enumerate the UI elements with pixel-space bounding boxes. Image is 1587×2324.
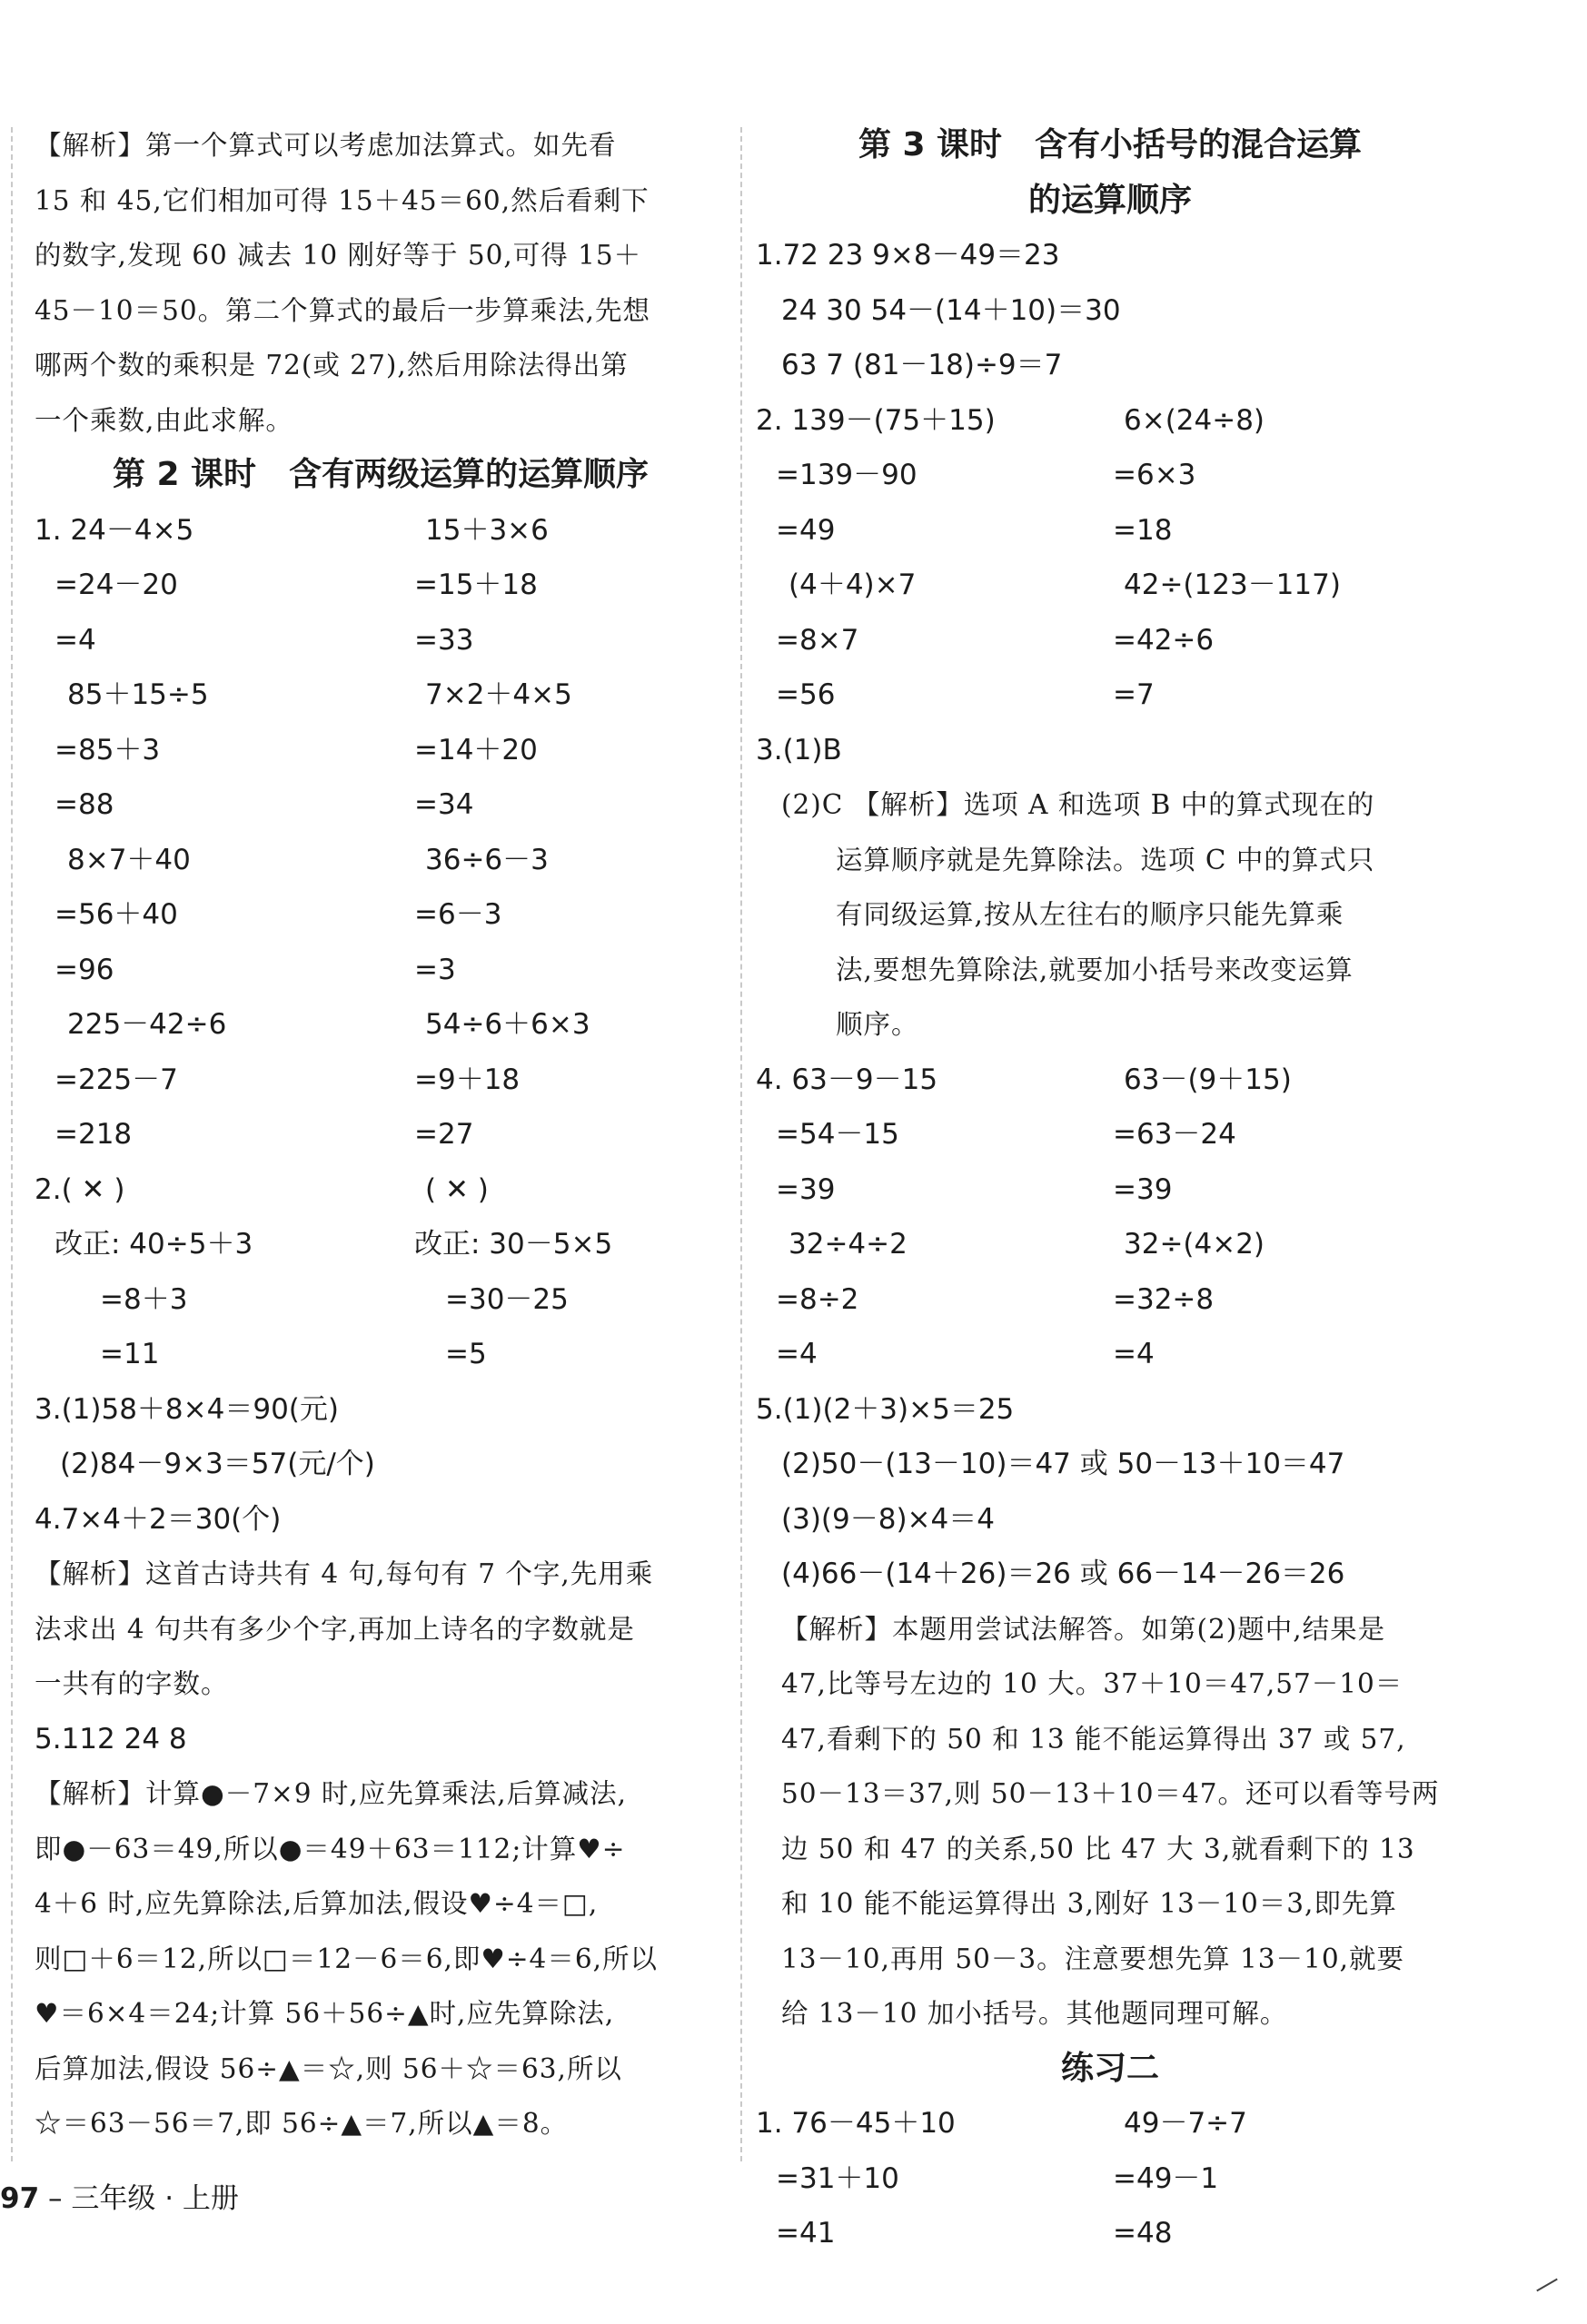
- text-line: [756, 997, 1464, 1053]
- text-line: [756, 1382, 1464, 1438]
- equation-left: 2. 139－(75＋15): [756, 403, 996, 437]
- equation-right: =14＋20: [414, 733, 538, 766]
- equation-left: 1. 76－45＋10: [756, 2107, 956, 2140]
- equation-left: =96: [55, 953, 114, 986]
- line-text: (4)66－(14＋26)＝26 或 66－14－26＝26: [781, 1558, 1345, 1590]
- text-line: [35, 118, 727, 173]
- page-footer: [0, 2175, 239, 2216]
- text-line: [35, 1876, 727, 1932]
- text-line: [756, 393, 1464, 449]
- line-text: 的运算顺序: [1027, 181, 1192, 219]
- line-text: 13－10,再用 50－3。注意要想先算 13－10,就要: [781, 1943, 1404, 1974]
- equation-right: =33: [414, 623, 474, 657]
- text-line: [756, 503, 1464, 559]
- text-line: [35, 613, 727, 668]
- line-text: 法求出 4 句共有多少个字,再加上诗名的字数就是: [35, 1613, 635, 1645]
- line-text: 5.(1)(2＋3)×5＝25: [756, 1392, 1015, 1426]
- equation-right: =27: [414, 1118, 474, 1151]
- text-line: [35, 283, 727, 339]
- equation-left: (4＋4)×7: [789, 569, 917, 601]
- line-text: 有同级运算,按从左往右的顺序只能先算乘: [836, 899, 1344, 930]
- equation-right: 6×(24÷8): [1124, 403, 1265, 437]
- text-line: [35, 1547, 727, 1602]
- text-line: [756, 1162, 1464, 1218]
- text-line: [35, 1986, 727, 2042]
- text-line: [35, 558, 727, 613]
- equation-left: =4: [776, 1338, 818, 1370]
- text-line: [756, 1766, 1464, 1822]
- line-text: 运算顺序就是先算除法。选项 C 中的算式只: [836, 844, 1375, 875]
- left-column: [35, 118, 727, 2151]
- equation-right: 49－7÷7: [1124, 2107, 1247, 2140]
- text-line: [35, 228, 727, 283]
- equation-left: 85＋15÷5: [67, 678, 209, 711]
- equation-right: =6×3: [1113, 459, 1196, 491]
- text-line: [35, 1327, 727, 1382]
- line-text: 一个乘数,由此求解。: [35, 404, 293, 436]
- line-text: 后算加法,假设 56÷▲＝☆,则 56＋☆＝63,所以: [35, 2052, 622, 2084]
- equation-right: =32÷8: [1113, 1282, 1215, 1316]
- equation-right: =5: [445, 1338, 487, 1370]
- text-line: [35, 1162, 727, 1218]
- text-line: [35, 777, 727, 833]
- line-text: 第 3 课时 含有小括号的混合运算: [858, 126, 1363, 163]
- text-line: [756, 777, 1464, 833]
- text-line: [35, 1656, 727, 1712]
- equation-right: 42÷(123－117): [1124, 569, 1341, 601]
- text-line: [756, 833, 1464, 888]
- text-line: [35, 1217, 727, 1272]
- text-line: [35, 668, 727, 723]
- equation-right: 63－(9＋15): [1124, 1063, 1292, 1096]
- text-line: [35, 1382, 727, 1438]
- text-line: [35, 997, 727, 1053]
- section-heading: [756, 2042, 1464, 2097]
- text-line: [35, 1712, 727, 1767]
- text-line: [756, 338, 1464, 393]
- text-line: [756, 2151, 1464, 2207]
- text-line: [756, 2206, 1464, 2261]
- line-text: 15 和 45,它们相加可得 15＋45＝60,然后看剩下: [35, 184, 650, 216]
- section-heading: [35, 448, 727, 503]
- line-text: 【解析】这首古诗共有 4 句,每句有 7 个字,先用乘: [35, 1558, 654, 1589]
- equation-left: =54－15: [776, 1118, 899, 1151]
- text-line: [35, 393, 727, 449]
- text-line: [756, 228, 1464, 283]
- text-line: [756, 1712, 1464, 1767]
- equation-left: =49: [776, 513, 836, 547]
- line-text: 47,看剩下的 50 和 13 能不能运算得出 37 或 57,: [781, 1723, 1406, 1755]
- equation-left: =139－90: [776, 459, 917, 491]
- line-text: ♥＝6×4＝24;计算 56＋56÷▲时,应先算除法,: [35, 1998, 615, 2029]
- text-line: [35, 2042, 727, 2097]
- line-text: 4＋6 时,应先算除法,后算加法,假设♥÷4＝□,: [35, 1888, 599, 1919]
- equation-right: =63－24: [1113, 1118, 1236, 1151]
- line-text: (2)C 【解析】选项 A 和选项 B 中的算式现在的: [781, 789, 1375, 820]
- equation-left: =8＋3: [100, 1282, 188, 1316]
- text-line: [756, 2096, 1464, 2151]
- text-line: [756, 1602, 1464, 1657]
- line-text: 4.7×4＋2＝30(个): [35, 1502, 282, 1536]
- text-line: [756, 1327, 1464, 1382]
- line-text: 45－10＝50。第二个算式的最后一步算乘法,先想: [35, 294, 650, 326]
- line-text: 边 50 和 47 的关系,50 比 47 大 3,就看剩下的 13: [781, 1833, 1415, 1864]
- equation-right: =34: [414, 788, 474, 821]
- text-line: [756, 1986, 1464, 2042]
- line-text: (2)84－9×3＝57(元/个): [60, 1448, 375, 1480]
- text-line: [756, 887, 1464, 943]
- equation-left: 4. 63－9－15: [756, 1063, 938, 1096]
- equation-left: =39: [776, 1172, 836, 1206]
- text-line: [35, 1437, 727, 1492]
- equation-left: =88: [55, 788, 114, 821]
- text-line: [35, 833, 727, 888]
- line-text: 法,要想先算除法,就要加小括号来改变运算: [836, 954, 1354, 985]
- line-text: 一共有的字数。: [35, 1668, 229, 1699]
- text-line: [756, 1053, 1464, 1108]
- text-line: [756, 1876, 1464, 1932]
- equation-left: 改正: 40÷5＋3: [55, 1228, 253, 1261]
- line-text: 则□＋6＝12,所以□＝12－6＝6,即♥÷4＝6,所以: [35, 1943, 658, 1974]
- line-text: 练习二: [1060, 2049, 1159, 2087]
- equation-left: 225－42÷6: [67, 1008, 227, 1041]
- line-text: 50－13＝37,则 50－13＋10＝47。还可以看等号两: [781, 1778, 1440, 1809]
- equation-left: =41: [776, 2217, 836, 2250]
- text-line: [35, 338, 727, 393]
- equation-right: 36÷6－3: [425, 843, 549, 876]
- line-text: 即●－63＝49,所以●＝49＋63＝112;计算♥÷: [35, 1833, 626, 1864]
- equation-right: 改正: 30－5×5: [414, 1228, 613, 1261]
- text-line: [756, 1437, 1464, 1492]
- equation-left: 2.( ✕ ): [35, 1172, 125, 1206]
- line-text: 47,比等号左边的 10 大。37＋10＝47,57－10＝: [781, 1668, 1404, 1699]
- equation-left: =8÷2: [776, 1282, 859, 1316]
- equation-right: =3: [414, 953, 456, 986]
- column-divider: [740, 127, 742, 2161]
- equation-right: =48: [1113, 2217, 1173, 2250]
- text-line: [35, 1766, 727, 1822]
- equation-left: 32÷4÷2: [789, 1228, 908, 1261]
- text-line: [756, 1492, 1464, 1548]
- text-line: [35, 1107, 727, 1162]
- equation-left: =56＋40: [55, 898, 178, 931]
- corner-mark: [1536, 2279, 1558, 2292]
- text-line: [756, 448, 1464, 503]
- equation-left: =11: [100, 1338, 160, 1370]
- line-text: 【解析】第一个算式可以考虑加法算式。如先看: [35, 130, 617, 161]
- text-line: [35, 943, 727, 998]
- text-line: [35, 173, 727, 229]
- line-text: 1.72 23 9×8－49＝23: [756, 239, 1060, 272]
- text-line: [35, 1822, 727, 1877]
- text-line: [756, 1822, 1464, 1877]
- text-line: [35, 723, 727, 778]
- line-text: (2)50－(13－10)＝47 或 50－13＋10＝47: [781, 1448, 1345, 1480]
- section-heading: [756, 118, 1464, 173]
- line-text: 3.(1)58＋8×4＝90(元): [35, 1392, 339, 1426]
- text-line: [35, 1272, 727, 1328]
- line-text: 第 2 课时 含有两级运算的运算顺序: [112, 456, 650, 493]
- right-column: [756, 118, 1464, 2261]
- text-line: [756, 723, 1464, 778]
- equation-right: =42÷6: [1113, 623, 1215, 657]
- text-line: [756, 1217, 1464, 1272]
- equation-left: 8×7＋40: [67, 843, 191, 876]
- equation-left: =218: [55, 1118, 133, 1151]
- line-text: 和 10 能不能运算得出 3,刚好 13－10＝3,即先算: [781, 1888, 1397, 1919]
- equation-left: =31＋10: [776, 2161, 899, 2195]
- equation-right: =39: [1113, 1172, 1173, 1206]
- line-text: 顺序。: [836, 1009, 919, 1040]
- line-text: 的数字,发现 60 减去 10 刚好等于 50,可得 15＋: [35, 240, 642, 271]
- text-line: [756, 1932, 1464, 1987]
- section-heading: [756, 173, 1464, 229]
- book-grade: 三年级 · 上册: [71, 2182, 239, 2215]
- text-line: [35, 1932, 727, 1987]
- equation-left: 1. 24－4×5: [35, 513, 194, 547]
- line-text: 【解析】本题用尝试法解答。如第(2)题中,结果是: [781, 1613, 1386, 1645]
- text-line: [756, 558, 1464, 613]
- text-line: [756, 668, 1464, 723]
- equation-left: =4: [55, 623, 96, 657]
- equation-left: =8×7: [776, 623, 859, 657]
- page-number: 97: [0, 2182, 40, 2215]
- left-margin-rule: [11, 127, 13, 2161]
- text-line: [756, 943, 1464, 998]
- equation-right: =6－3: [414, 898, 502, 931]
- line-text: 24 30 54－(14＋10)＝30: [781, 293, 1121, 327]
- equation-right: =30－25: [445, 1282, 569, 1316]
- line-text: 63 7 (81－18)÷9＝7: [781, 349, 1063, 381]
- equation-right: =15＋18: [414, 569, 538, 601]
- line-text: 3.(1)B: [756, 733, 842, 766]
- text-line: [756, 1656, 1464, 1712]
- equation-right: 54÷6＋6×3: [425, 1008, 590, 1041]
- text-line: [756, 613, 1464, 668]
- equation-right: =7: [1113, 678, 1155, 711]
- text-line: [35, 503, 727, 559]
- equation-right: 32÷(4×2): [1124, 1228, 1265, 1261]
- text-line: [35, 1492, 727, 1548]
- equation-right: =18: [1113, 513, 1173, 547]
- equation-left: =85＋3: [55, 733, 161, 766]
- line-text: 5.112 24 8: [35, 1722, 187, 1755]
- text-line: [35, 887, 727, 943]
- text-line: [756, 1272, 1464, 1328]
- equation-right: =4: [1113, 1338, 1155, 1370]
- equation-left: =24－20: [55, 569, 178, 601]
- equation-right: ( ✕ ): [425, 1172, 489, 1206]
- text-line: [35, 1602, 727, 1657]
- equation-right: =49－1: [1113, 2161, 1219, 2195]
- line-text: (3)(9－8)×4＝4: [781, 1502, 995, 1536]
- line-text: 哪两个数的乘积是 72(或 27),然后用除法得出第: [35, 350, 629, 381]
- equation-left: =225－7: [55, 1063, 178, 1096]
- footer-separator: –: [48, 2182, 63, 2215]
- equation-left: =56: [776, 678, 836, 711]
- text-line: [756, 1547, 1464, 1602]
- equation-right: 7×2＋4×5: [425, 678, 572, 711]
- line-text: 【解析】计算●－7×9 时,应先算乘法,后算减法,: [35, 1778, 628, 1809]
- text-line: [35, 1053, 727, 1108]
- line-text: ☆＝63－56＝7,即 56÷▲＝7,所以▲＝8。: [35, 2108, 569, 2139]
- line-text: 给 13－10 加小括号。其他题同理可解。: [781, 1998, 1288, 2029]
- equation-right: 15＋3×6: [425, 513, 549, 547]
- text-line: [756, 1107, 1464, 1162]
- equation-right: =9＋18: [414, 1063, 521, 1096]
- text-line: [35, 2096, 727, 2151]
- text-line: [756, 283, 1464, 339]
